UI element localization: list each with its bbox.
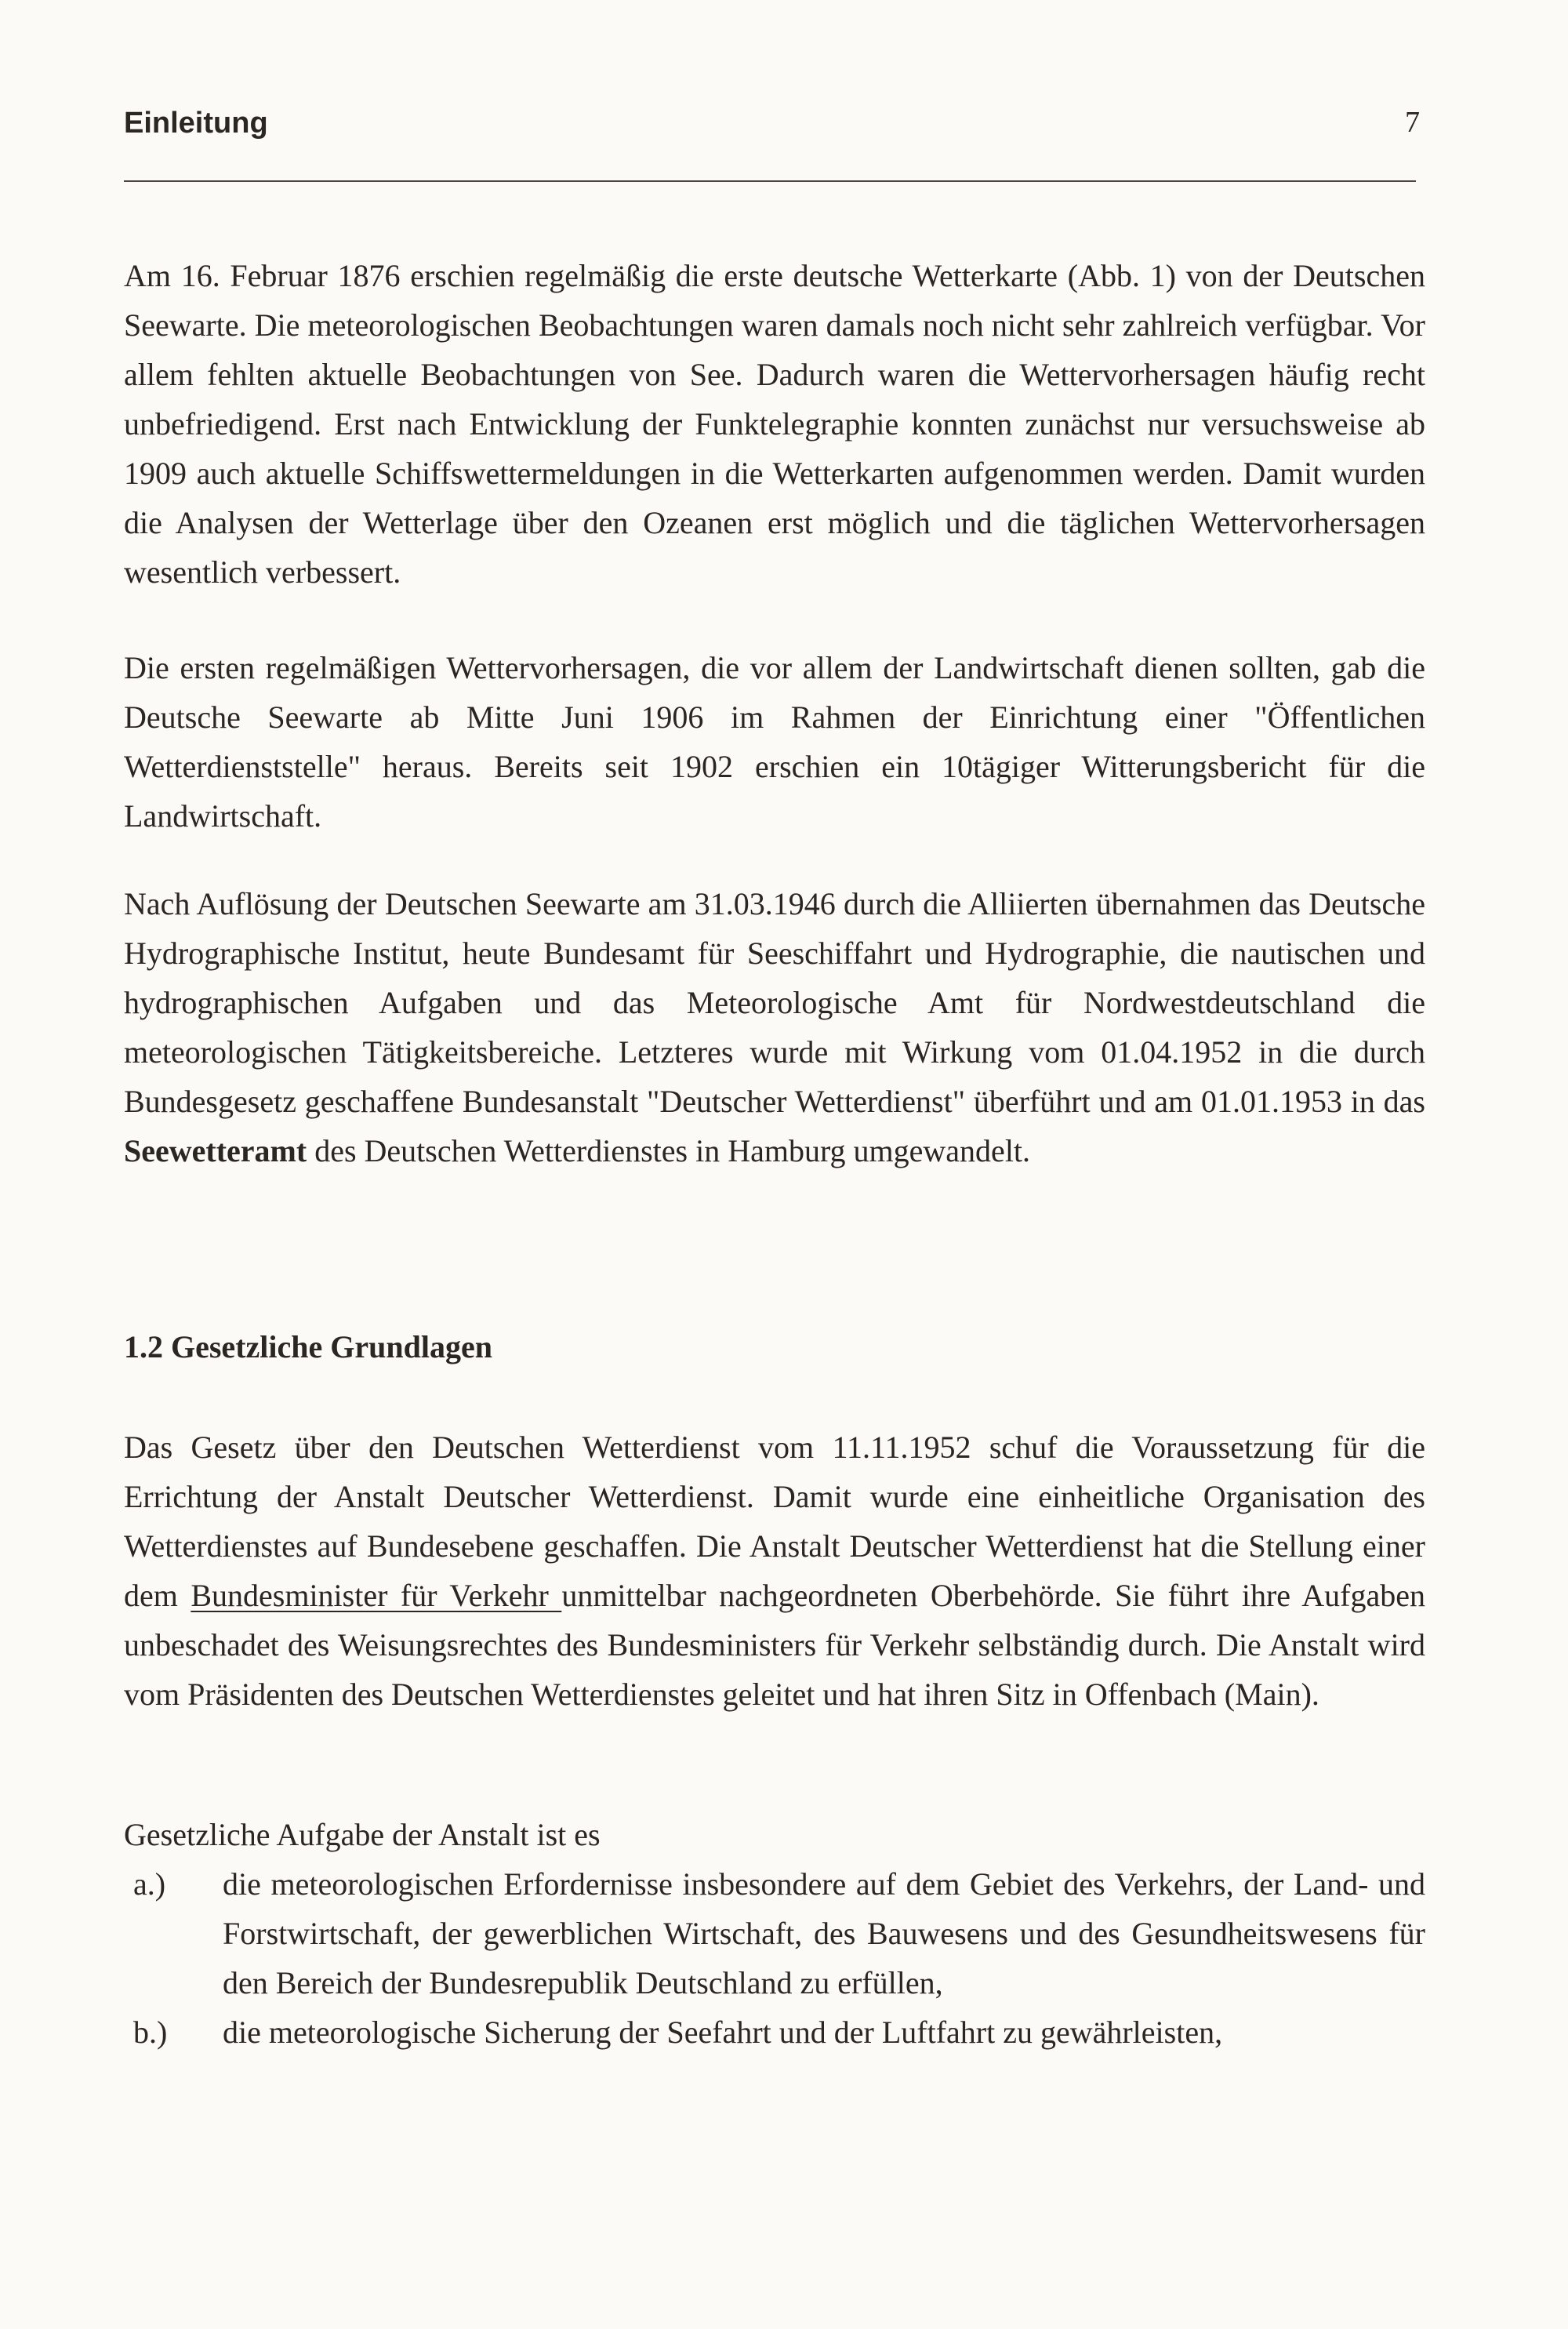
paragraph-text: unmittelbar nachgeordneten Oberbehörde. Sie führt ihre Aufgaben unbeschadet des Weisungsrechtes des Bundesministers für Verkehr selbständig durch. Die Anstalt wird vom Präsidenten des Deutschen Wetterdienstes geleitet und hat ihren Sitz in Offenbach (Main). [124,1578,1425,1712]
paragraph-wettervorhersagen: Die ersten regelmäßigen Wettervorhersagen, die vor allem der Landwirtschaft dienen sollten, gab die Deutsche Seewarte ab Mitte Juni 1906 im Rahmen der Einrichtung einer "Öffentlichen Wetterdienststelle" heraus. Bereits seit 1902 erschien ein 10tägiger Witterungsbericht für die Landwirtschaft. [124,650,1425,834]
list-item [124,1859,1425,2007]
header-divider [124,180,1416,182]
paragraph-gesetz [124,1422,1425,1719]
seewetteramt-bold-term: Seewetteramt [124,1133,307,1168]
paragraph-text: Nach Auflösung der Deutschen Seewarte am 31.03.1946 durch die Alliierten übernahmen das Deutsche Hydrographische Institut, heute Bundesamt für Seeschiffahrt und Hydrographie, die nautischen und hydrographischen Aufgaben und das Meteorologische Amt für Nordwestdeutschland die meteorologischen Tätigkeitsbereiche. Letzteres wurde mit Wirkung vom 01.04.1952 in die durch Bundesgesetz geschaffene Bundesanstalt "Deutscher Wetterdienst" überführt und am 01.01.1953 in das [124,886,1425,1119]
section-heading: 1.2 Gesetzliche Grundlagen [124,1329,492,1364]
paragraph-text: Das Gesetz über den Deutschen Wetterdienst vom 11.11.1952 schuf die Voraussetzung für die Errichtung der Anstalt Deutscher Wetterdienst. Damit wurde eine einheitliche Organisation des Wetterdienstes auf Bundesebene geschaffen. Die Anstalt Deutscher Wetterdienst hat die Stellung einer dem [124,1430,1425,1613]
running-header-title: Einleitung [124,107,268,140]
list-item-text: die meteorologischen Erfordernisse insbesondere auf dem Gebiet des Verkehrs, der Land- und Forstwirtschaft, der gewerblichen Wirtschaft, des Bauwesens und des Gesundheitswesens für den Bereich der Bundesrepublik Deutschland zu erfüllen, [223,1866,1425,2000]
list-marker: a.) [133,1866,166,1902]
list-marker: b.) [133,2015,168,2050]
page-number: 7 [1405,106,1420,139]
paragraph-wetterkarte: Am 16. Februar 1876 erschien regelmäßig die erste deutsche Wetterkarte (Abb. 1) von der Deutschen Seewarte. Die meteorologischen Beobachtungen waren damals noch nicht sehr zahlreich verfügbar. Vor allem fehlten aktuelle Beobachtungen von See. Dadurch waren die Wettervorhersagen häufig recht unbefriedigend. Erst nach Entwicklung der Funktelegraphie konnten zunächst nur versuchsweise ab 1909 auch aktuelle Schiffswettermeldungen in die Wetterkarten aufgenommen werden. Damit wurden die Analysen der Wetterlage über den Ozeanen erst möglich und die täglichen Wettervorhersagen wesentlich verbessert. [124,258,1425,590]
paragraph-aufloesung-seewarte [124,879,1425,1175]
bundesminister-link[interactable]: Bundesminister für Verkehr [191,1578,562,1613]
paragraph-text: des Deutschen Wetterdienstes in Hamburg umgewandelt. [307,1133,1031,1168]
list-item-text: die meteorologische Sicherung der Seefahrt und der Luftfahrt zu gewährleisten, [223,2015,1223,2050]
list-intro: Gesetzliche Aufgabe der Anstalt ist es [124,1817,601,1852]
task-list [124,1859,1425,2057]
list-item [124,2007,1425,2057]
